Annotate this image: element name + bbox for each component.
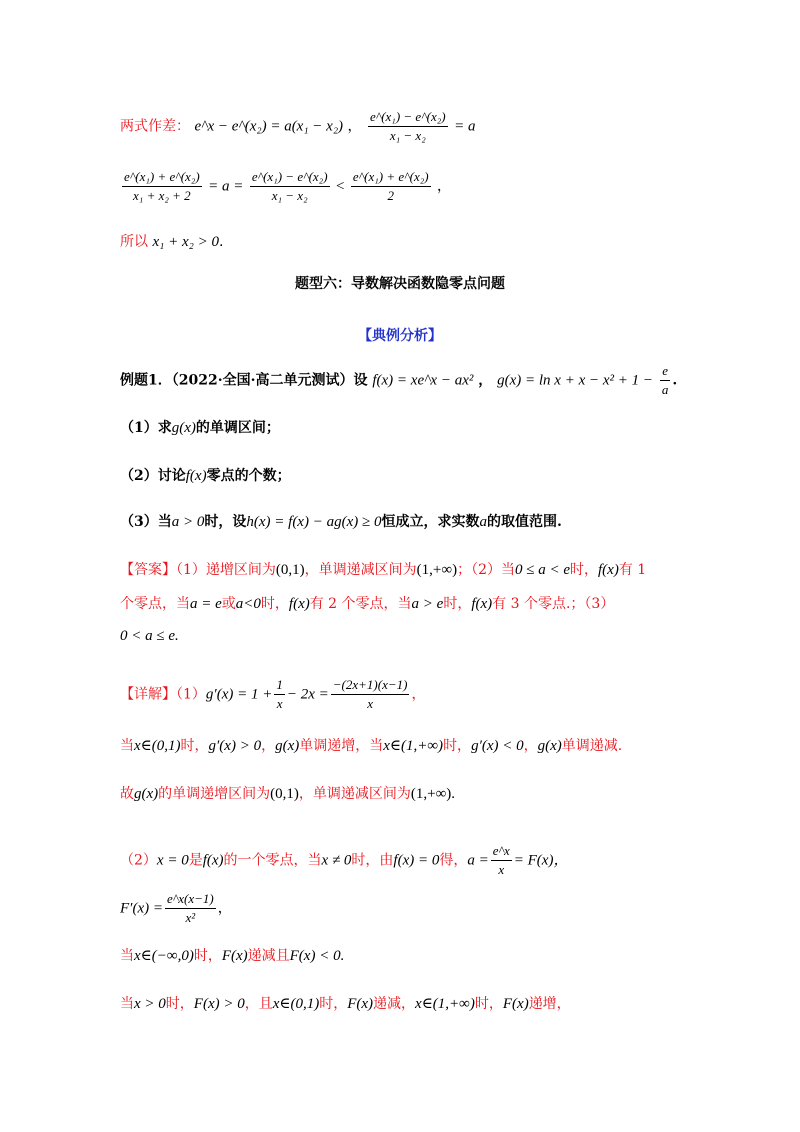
text: 时，	[443, 738, 472, 754]
math: F(x)	[502, 996, 529, 1012]
frac-1	[122, 168, 202, 205]
text: 有 3 个零点.；（3）	[492, 596, 615, 612]
q3-text: 时，设	[204, 514, 247, 530]
math: − 2x =	[286, 686, 329, 703]
math: x∈(1,+∞)	[415, 996, 475, 1012]
math: 0 < a ≤ e.	[120, 628, 179, 644]
frac-den: a	[661, 382, 669, 397]
math: a<0	[235, 596, 261, 612]
math: a = e	[190, 596, 222, 612]
q1-text: 的单调区间；	[195, 420, 280, 436]
frac-den: x	[276, 696, 283, 711]
text: 单调递增，当	[299, 738, 384, 754]
sub-title: 【典例分析】	[358, 328, 442, 344]
frac-3	[351, 168, 431, 205]
math: f(x)	[471, 596, 493, 612]
question-2	[120, 466, 291, 486]
text: 的单调递增区间为	[158, 786, 271, 802]
text: 的一个零点，当	[223, 852, 322, 869]
frac-den: x	[498, 862, 505, 877]
math: x ≠ 0	[321, 852, 352, 869]
text: 递减且	[247, 948, 290, 964]
period: .	[672, 372, 678, 389]
eq-difference: e^x − e^(x₂) = a(x₁ − x₂)	[194, 118, 344, 135]
text: 时，	[180, 738, 209, 754]
sep: ，	[478, 372, 493, 389]
example-line	[120, 362, 677, 399]
frac-num: e	[660, 362, 671, 381]
detail-line-4	[120, 842, 568, 879]
math: g′(x) > 0	[208, 738, 262, 754]
frac-den: x₁ − x₂	[271, 188, 308, 203]
frac-den: x	[367, 696, 373, 711]
math: F(x)	[221, 948, 248, 964]
period: .	[218, 234, 224, 250]
frac-num: e^x	[491, 842, 512, 861]
math: x∈(1,+∞)	[383, 738, 444, 754]
math: f(x)	[288, 596, 310, 612]
label-so: 所以	[120, 234, 148, 250]
text: ，且	[244, 996, 273, 1012]
example-g: g(x) = ln x + x − x² + 1 −	[497, 372, 654, 389]
label-difference: 两式作差：	[120, 118, 190, 135]
answer-line-1	[120, 560, 646, 580]
frac-num: −(2x+1)(x−1)	[331, 676, 410, 695]
text: 时，	[193, 948, 222, 964]
answer-line-3	[120, 626, 179, 646]
math: (0,1)	[275, 562, 305, 578]
frac-num: e^x(x−1)	[165, 890, 216, 909]
text: 个零点，当	[120, 596, 190, 612]
text: 时，	[165, 996, 194, 1012]
text: 递增，	[528, 996, 571, 1012]
text: 时，	[260, 596, 289, 612]
sep: ，	[347, 118, 362, 135]
text: 或	[221, 596, 236, 612]
eq-mid: = a =	[208, 178, 244, 195]
q2-text: 零点的个数；	[206, 468, 291, 484]
text: 递减，	[373, 996, 416, 1012]
question-3	[120, 512, 562, 532]
q1-label: （1）求	[120, 420, 172, 436]
text: （2）	[120, 852, 157, 869]
frac-num: 1	[274, 676, 285, 695]
math: a > e	[411, 596, 444, 612]
q3-var: a	[479, 514, 487, 530]
q3-label: （3）当	[120, 514, 172, 530]
frac-num: e^(x₁) + e^(x₂)	[122, 168, 202, 187]
text: ，	[411, 686, 426, 703]
text: ，	[217, 900, 232, 917]
detail-line-6	[120, 946, 344, 966]
detail-line-2	[120, 736, 622, 756]
text: 时，	[474, 996, 503, 1012]
text: 是	[188, 852, 203, 869]
q2-expr: f(x)	[185, 468, 207, 484]
sep: ，	[437, 178, 452, 195]
math: g′(x) < 0	[471, 738, 524, 754]
q1-expr: g(x)	[171, 420, 196, 436]
math: F(x) > 0	[193, 996, 245, 1012]
text: 故	[120, 786, 134, 802]
eq-rhs: = a	[454, 118, 476, 135]
text: 有 1	[618, 562, 647, 578]
answer-line-2	[120, 594, 614, 614]
line-difference	[120, 108, 475, 145]
text: 当	[120, 996, 134, 1012]
frac-gprime	[331, 676, 410, 713]
text: ；（2）当	[457, 562, 515, 578]
lt-sign: <	[335, 178, 345, 195]
math: x = 0	[156, 852, 189, 869]
math: x∈(0,1)	[272, 996, 320, 1012]
math: g(x)	[275, 738, 300, 754]
frac-fprime	[165, 890, 216, 927]
math: 0 ≤ a < e	[515, 562, 571, 578]
math: f(x)	[202, 852, 224, 869]
question-1	[120, 418, 280, 438]
detail-line-3	[120, 784, 455, 804]
text: 当	[120, 948, 134, 964]
math: F′(x) =	[120, 900, 163, 917]
frac-num: e^(x₁) − e^(x₂)	[250, 168, 330, 187]
math: (1,+∞).	[410, 786, 456, 802]
text: ，	[261, 738, 276, 754]
expr-conclusion: x₁ + x₂ > 0	[152, 234, 219, 250]
math: x > 0	[134, 996, 166, 1012]
math: x∈(0,1)	[134, 738, 181, 754]
detail-line-7	[120, 994, 571, 1014]
q2-label: （2）讨论	[120, 468, 186, 484]
text: ，单调递减区间为	[304, 562, 417, 578]
text: 有 2 个零点，当	[309, 596, 412, 612]
q3-text2: 恒成立，求实数	[381, 514, 480, 530]
frac-den: 2	[387, 188, 394, 203]
frac-num: e^(x₁) − e^(x₂)	[368, 108, 448, 127]
q3-expr: h(x) = f(x) − ag(x) ≥ 0	[246, 514, 382, 530]
frac-den: x₁ + x₂ + 2	[133, 188, 191, 203]
text: ，	[523, 738, 538, 754]
detail-line-1	[120, 676, 425, 713]
frac-num: e^(x₁) + e^(x₂)	[351, 168, 431, 187]
example-label: 例题1．（2022·全国·高二单元测试）设	[120, 372, 368, 389]
math: g(x)	[134, 786, 159, 802]
section-title: 题型六：导数解决函数隐零点问题	[295, 276, 505, 292]
math: F(x) < 0.	[289, 948, 345, 964]
line-conclusion	[120, 232, 223, 252]
math: (1,+∞)	[416, 562, 458, 578]
frac-2	[250, 168, 330, 205]
detail-line-5	[120, 890, 232, 927]
text: 时，	[570, 562, 599, 578]
frac-den: x²	[185, 910, 196, 925]
frac-ex-x	[491, 842, 512, 879]
text: 时，	[443, 596, 472, 612]
math: g(x)	[537, 738, 562, 754]
frac-diff	[368, 108, 448, 145]
text: 得，	[439, 852, 468, 869]
math: F(x)	[347, 996, 374, 1012]
q3-cond: a > 0	[171, 514, 205, 530]
text: 当	[120, 738, 134, 754]
math: f(x)	[598, 562, 619, 578]
math: x∈(−∞,0)	[134, 948, 194, 964]
text: ，单调递减区间为	[298, 786, 411, 802]
frac-e-a	[660, 362, 671, 399]
frac-1-x	[274, 676, 285, 713]
example-f: f(x) = xe^x − ax²	[372, 372, 474, 389]
text: 时，由	[351, 852, 394, 869]
answer-label: 【答案】（1）递增区间为	[120, 562, 276, 578]
text: 时，	[319, 996, 348, 1012]
q3-text3: 的取值范围.	[486, 514, 562, 530]
line-inequality	[120, 168, 451, 205]
math: = F(x)，	[513, 852, 569, 869]
math: f(x) = 0	[393, 852, 440, 869]
math: a =	[467, 852, 489, 869]
math: g′(x) = 1 +	[205, 686, 273, 703]
text: 单调递减.	[561, 738, 623, 754]
math: (0,1)	[270, 786, 299, 802]
frac-den: x₁ − x₂	[389, 128, 426, 143]
detail-label: 【详解】（1）	[120, 686, 206, 703]
